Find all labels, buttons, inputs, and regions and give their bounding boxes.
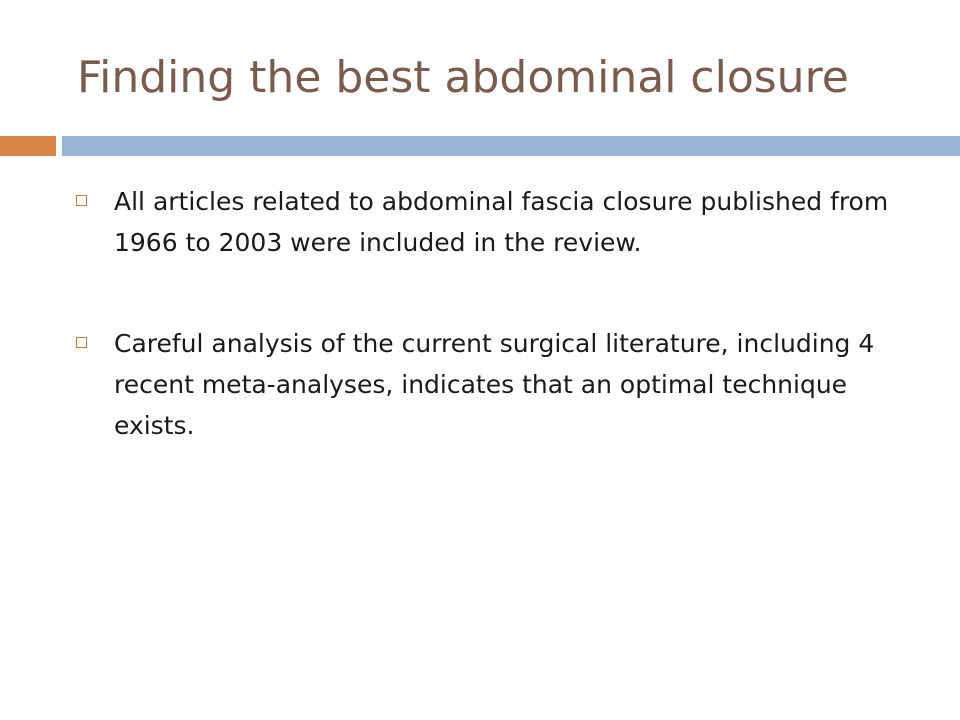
bullet-text: All articles related to abdominal fascia closure published from 1966 to 2003 were included in the review.	[114, 187, 889, 257]
hollow-square-icon	[76, 337, 87, 348]
hollow-square-icon	[76, 195, 87, 206]
accent-bar-left	[0, 136, 56, 156]
accent-bar-right	[62, 136, 960, 156]
bullet-text: Careful analysis of the current surgical literature, including 4 recent meta-analyses, indicates that an optimal technique exists.	[114, 329, 875, 440]
slide-title: Finding the best abdominal closure	[77, 52, 849, 103]
